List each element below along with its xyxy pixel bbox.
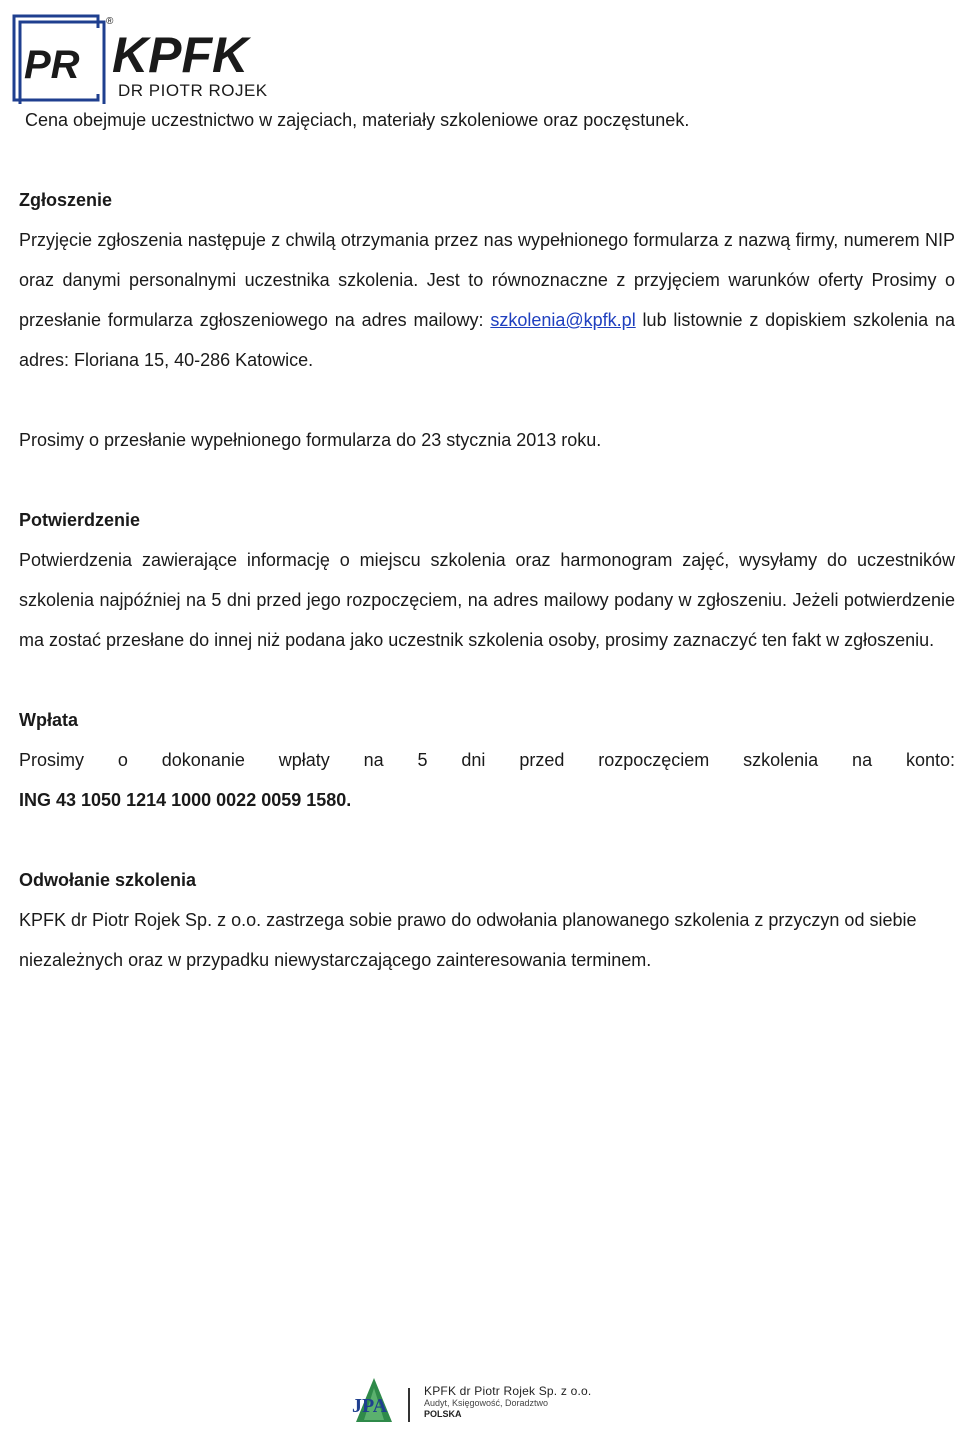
heading-zgloszenie: Zgłoszenie xyxy=(19,190,113,210)
price-info: Cena obejmuje uczestnictwo w zajęciach, materiały szkoleniowe oraz poczęstunek. xyxy=(25,110,690,130)
paragraph-odwolanie: KPFK dr Piotr Rojek Sp. z o.o. zastrzega sobie prawo do odwołania planowanego szkolenia z przyczyn od siebie niezależnych oraz w przypadku niewystarczającego zainteresowania terminem. xyxy=(19,910,917,970)
document-body xyxy=(19,100,955,980)
logo-tagline: DR PIOTR ROJEK xyxy=(118,81,268,100)
logo-brand: KPFK xyxy=(112,27,249,83)
footer-divider xyxy=(408,1388,410,1422)
jpa-logo xyxy=(348,1376,400,1424)
heading-wplata: Wpłata xyxy=(19,710,79,730)
zgloszenie-text-start: Przyjęcie zgłoszenia następuje z chwilą otrzymania przez nas wypełnionego formularza z nazwą firmy, numerem NIP oraz danymi personalnymi uczestnika szkolenia. Jest to równoznaczne z przyjęciem warunków oferty Prosimy o przesłanie formularza zgłoszeniowego na adres mailowy: xyxy=(19,230,955,330)
bank-account: ING 43 1050 1214 1000 0022 0059 1580. xyxy=(19,790,352,810)
footer-company: KPFK dr Piotr Rojek Sp. z o.o. xyxy=(424,1384,592,1398)
footer xyxy=(348,1376,618,1428)
paragraph-potwierdzenie: Potwierdzenia zawierające informację o miejscu szkolenia oraz harmonogram zajęć, wysyłamy do uczestników szkolenia najpóźniej na 5 dni przed jego rozpoczęciem, na adres mailowy podany w zgłoszeniu. Jeżeli potwierdzenie ma zostać przesłane do innej niż podana jako uczestnik szkolenia osoby, prosimy zaznaczyć ten fakt w zgłoszeniu. xyxy=(19,550,955,650)
paragraph-zgloszenie xyxy=(19,220,955,380)
footer-text xyxy=(424,1384,591,1420)
heading-odwolanie: Odwołanie szkolenia xyxy=(19,870,197,890)
paragraph-deadline: Prosimy o przesłanie wypełnionego formularza do 23 stycznia 2013 roku. xyxy=(19,430,602,450)
kpfk-logo xyxy=(12,12,284,104)
heading-potwierdzenie: Potwierdzenie xyxy=(19,510,141,530)
footer-country: POLSKA xyxy=(424,1409,462,1419)
email-link[interactable]: szkolenia@kpfk.pl xyxy=(490,310,636,330)
zgloszenie-text-end: lub listownie z dopiskiem szkolenia na adres: Floriana 15, 40-286 Katowice. xyxy=(19,310,955,370)
logo-initials: PR xyxy=(24,43,80,87)
footer-services: Audyt, Księgowość, Doradztwo xyxy=(424,1398,549,1408)
jpa-logo-text: JPA xyxy=(352,1395,388,1417)
logo-registered: ® xyxy=(106,16,114,27)
paragraph-wplata: Prosimy o dokonanie wpłaty na 5 dni przed rozpoczęciem szkolenia na konto: xyxy=(19,750,955,770)
